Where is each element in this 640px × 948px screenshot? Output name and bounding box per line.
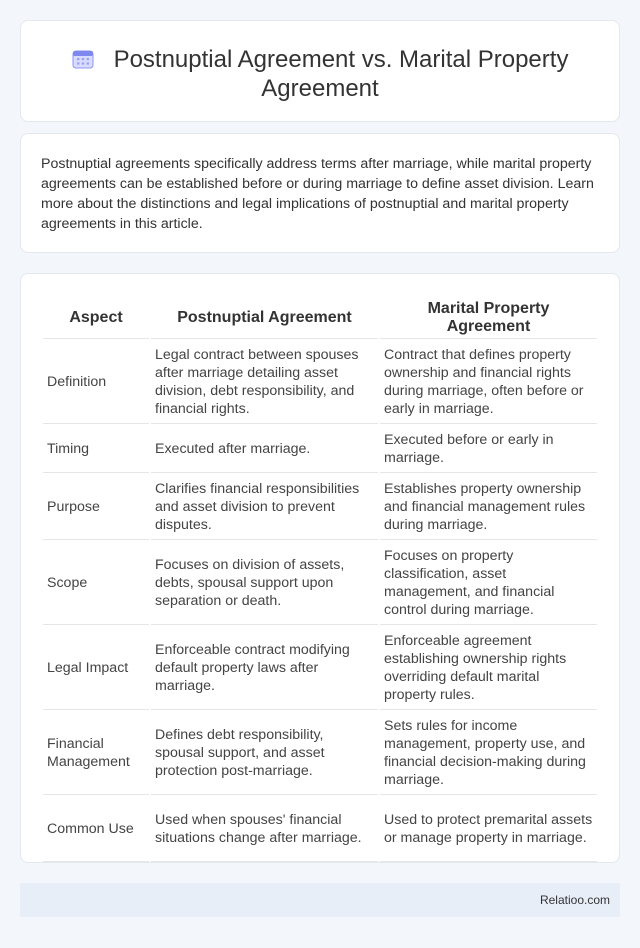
marital-property-cell: Enforceable agreement establishing ownership rights overriding default marital property rules. [380, 627, 597, 710]
intro-paragraph: Postnuptial agreements specifically address terms after marriage, while marital property agreements can be established before or during marriage to define asset division. Learn more about the distinctions and legal implications of postnuptial and marital property agreements in this article. [41, 156, 594, 232]
aspect-cell: Legal Impact [43, 627, 149, 710]
postnuptial-cell: Enforceable contract modifying default property laws after marriage. [151, 627, 378, 710]
aspect-cell: Timing [43, 426, 149, 473]
header-marital-property: Marital Property Agreement [380, 296, 597, 339]
aspect-cell: Financial Management [43, 712, 149, 795]
table-row [43, 712, 597, 795]
title-card [20, 20, 620, 122]
aspect-cell: Common Use [43, 797, 149, 862]
table-row [43, 475, 597, 540]
postnuptial-cell: Legal contract between spouses after marriage detailing asset division, debt responsibility, and financial rights. [151, 341, 378, 424]
page-title: Postnuptial Agreement vs. Marital Property Agreement [113, 46, 569, 102]
marital-property-cell: Executed before or early in marriage. [380, 426, 597, 473]
marital-property-cell: Focuses on property classification, asset management, and financial control during marriage. [380, 542, 597, 625]
table-row [43, 797, 597, 862]
table-row [43, 426, 597, 473]
table-row [43, 542, 597, 625]
comparison-card [20, 273, 620, 863]
header-postnuptial: Postnuptial Agreement [151, 296, 378, 339]
aspect-cell: Scope [43, 542, 149, 625]
header-aspect: Aspect [43, 296, 149, 339]
intro-card [20, 133, 620, 253]
footer-brand: Relatioo.com [539, 893, 610, 907]
marital-property-cell: Contract that defines property ownership and financial rights during marriage, often before or early in marriage. [380, 341, 597, 424]
postnuptial-cell: Used when spouses' financial situations change after marriage. [151, 797, 378, 862]
calendar-icon [72, 49, 94, 69]
postnuptial-cell: Defines debt responsibility, spousal support, and asset protection post-marriage. [151, 712, 378, 795]
table-row [43, 341, 597, 424]
aspect-cell: Definition [43, 341, 149, 424]
marital-property-cell: Sets rules for income management, property use, and financial decision-making during marriage. [380, 712, 597, 795]
comparison-table [41, 294, 599, 864]
page-title-wrap [21, 45, 619, 103]
postnuptial-cell: Focuses on division of assets, debts, spousal support upon separation or death. [151, 542, 378, 625]
footer-bar [20, 883, 620, 917]
postnuptial-cell: Clarifies financial responsibilities and asset division to prevent disputes. [151, 475, 378, 540]
marital-property-cell: Establishes property ownership and financial management rules during marriage. [380, 475, 597, 540]
postnuptial-cell: Executed after marriage. [151, 426, 378, 473]
table-row [43, 627, 597, 710]
marital-property-cell: Used to protect premarital assets or manage property in marriage. [380, 797, 597, 862]
aspect-cell: Purpose [43, 475, 149, 540]
table-header-row [43, 296, 597, 339]
